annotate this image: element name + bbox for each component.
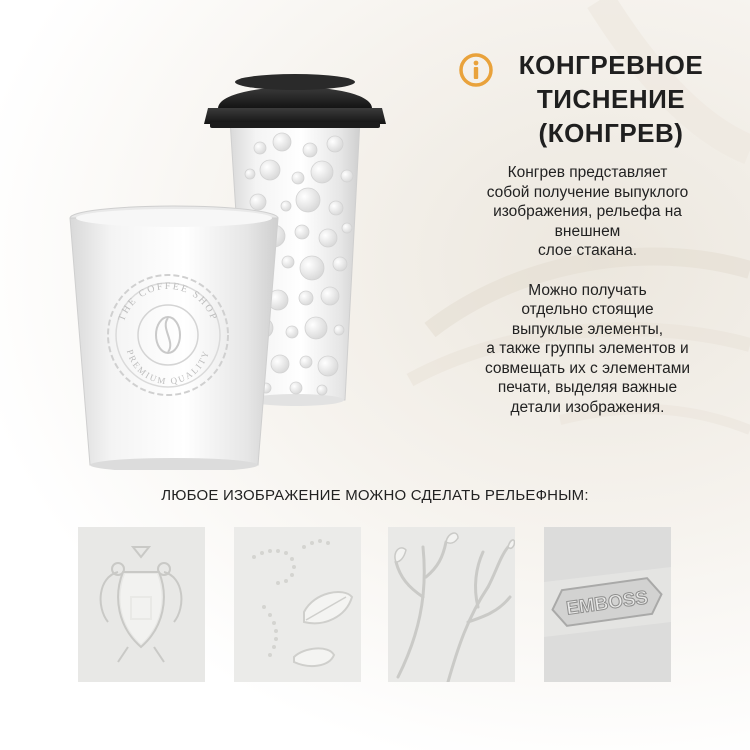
- desc1-line: внешнем: [554, 222, 621, 240]
- desc1-line: изображения, рельефа на: [493, 203, 682, 220]
- emboss-banner: ЛЮБОЕ ИЗОБРАЖЕНИЕ МОЖНО СДЕЛАТЬ РЕЛЬЕФНЫМ:: [161, 487, 589, 504]
- desc1-line: Конгрев представляет: [507, 164, 668, 181]
- desc1-line: слое стакана.: [537, 242, 638, 259]
- desc2-line: выпуклые элементы,: [511, 320, 664, 338]
- desc2-line: печати, выделяя важные: [497, 379, 678, 396]
- desc2-line: а также группы элементов и: [486, 340, 689, 357]
- emboss-text: EMBOSS: [564, 587, 650, 620]
- description-paragraph-2: [455, 281, 720, 418]
- sample-branches: [388, 527, 515, 682]
- sample-emboss-label: [544, 527, 671, 682]
- info-icon: [458, 52, 494, 88]
- sample-dots-and-leaf: [234, 527, 361, 682]
- page-title: [506, 48, 716, 150]
- desc2-line: детали изображения.: [510, 398, 665, 416]
- seal-top-text: THE COFFEE SHOP: [116, 280, 220, 323]
- desc1-line: собой получение выпуклого: [486, 183, 689, 201]
- description-paragraph-1: [455, 163, 720, 261]
- title-line-1: КОНГРЕВНОЕ: [518, 50, 704, 80]
- desc2-line: отдельно стоящие: [521, 301, 654, 318]
- desc2-line: Можно получать: [528, 281, 647, 299]
- sample-coat-of-arms: [78, 527, 205, 682]
- title-line-3: (КОНГРЕВ): [538, 118, 684, 148]
- title-line-2: ТИСНЕНИЕ: [536, 84, 686, 114]
- small-cup: [70, 206, 278, 470]
- desc2-line: совмещать их с элементами: [484, 359, 691, 377]
- seal-bottom-text: PREMIUM QUALITY: [124, 348, 212, 387]
- cups-illustration: [60, 70, 440, 470]
- cup-lid: [204, 74, 386, 128]
- description: [455, 163, 720, 437]
